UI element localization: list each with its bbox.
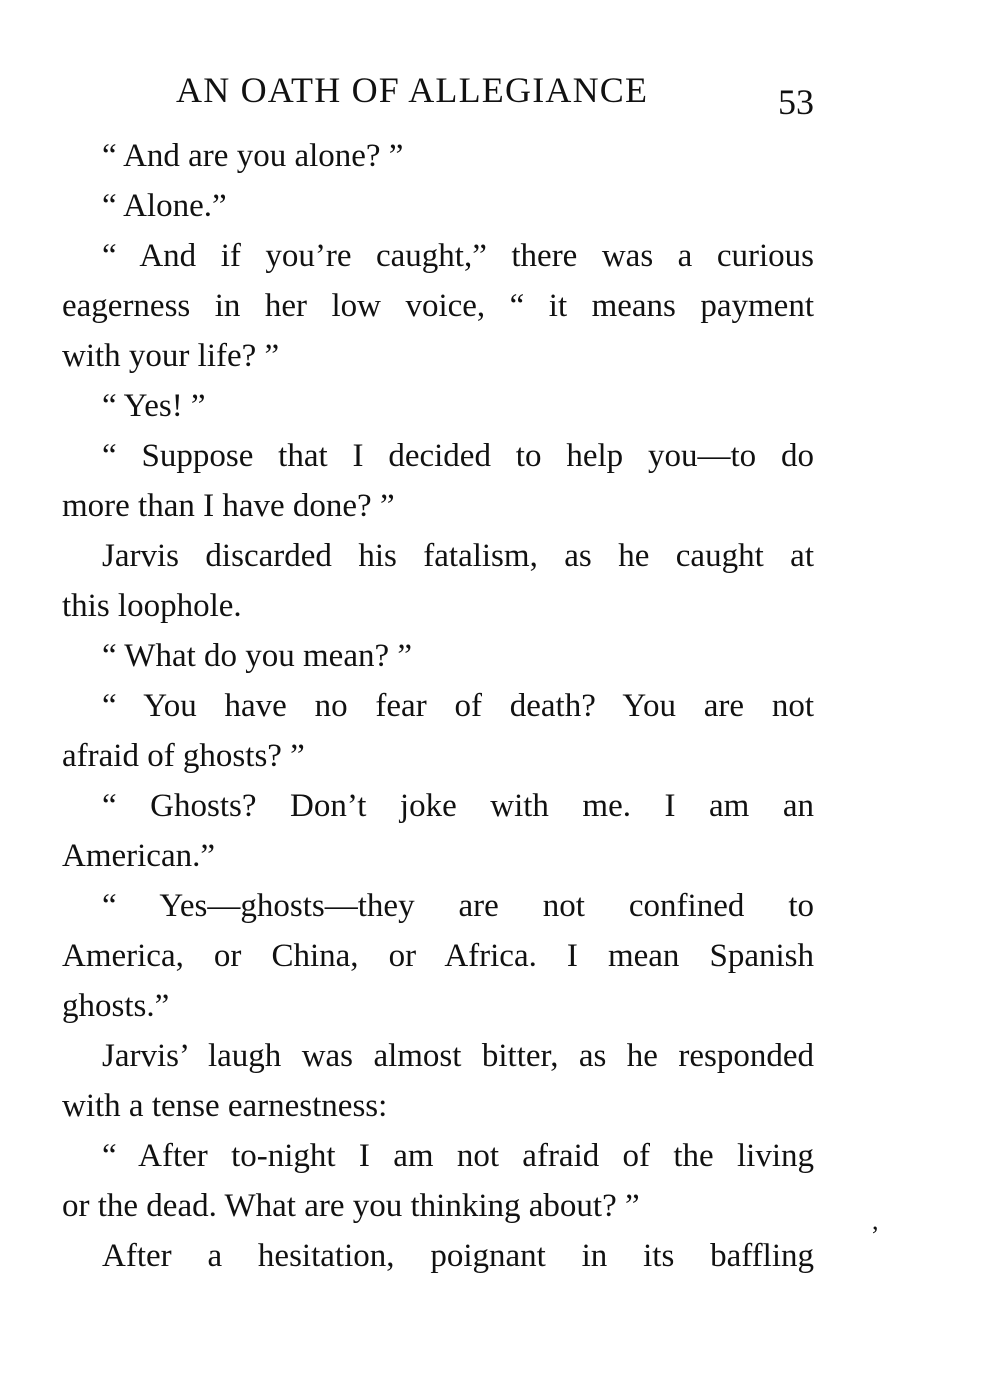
- stray-ink-mark: ,: [872, 1206, 879, 1235]
- text-line: afraid of ghosts? ”: [62, 738, 305, 774]
- text-line: eagerness in her low voice, “ it means payment: [62, 288, 814, 324]
- text-line: Jarvis’ laugh was almost bitter, as he responded: [102, 1038, 814, 1074]
- text-line: ghosts.”: [62, 988, 170, 1024]
- text-line: “ Yes! ”: [102, 388, 206, 424]
- text-line: this loophole.: [62, 588, 242, 624]
- text-line: “ And are you alone? ”: [102, 138, 404, 174]
- text-line: “ Alone.”: [102, 188, 227, 224]
- text-line: “ After to-night I am not afraid of the living: [102, 1138, 814, 1174]
- text-line: “ And if you’re caught,” there was a curious: [102, 238, 814, 274]
- text-line: more than I have done? ”: [62, 488, 395, 524]
- body-text: [62, 131, 814, 1281]
- page-number: 53: [778, 82, 814, 122]
- text-line: with your life? ”: [62, 338, 280, 374]
- text-line: “ Suppose that I decided to help you—to do: [102, 438, 814, 474]
- text-line: Jarvis discarded his fatalism, as he caught at: [102, 538, 814, 574]
- text-line: “ Ghosts? Don’t joke with me. I am an: [102, 788, 814, 824]
- text-line: America, or China, or Africa. I mean Spanish: [62, 938, 814, 974]
- text-line: “ What do you mean? ”: [102, 638, 413, 674]
- running-head-title: AN OATH OF ALLEGIANCE: [176, 70, 649, 110]
- text-line: “ You have no fear of death? You are not: [102, 688, 814, 724]
- text-line: with a tense earnestness:: [62, 1088, 388, 1124]
- text-line: After a hesitation, poignant in its baffling: [102, 1238, 814, 1274]
- text-line: or the dead. What are you thinking about? ”: [62, 1188, 640, 1224]
- text-line: American.”: [62, 838, 215, 874]
- text-line: “ Yes—ghosts—they are not confined to: [102, 888, 814, 924]
